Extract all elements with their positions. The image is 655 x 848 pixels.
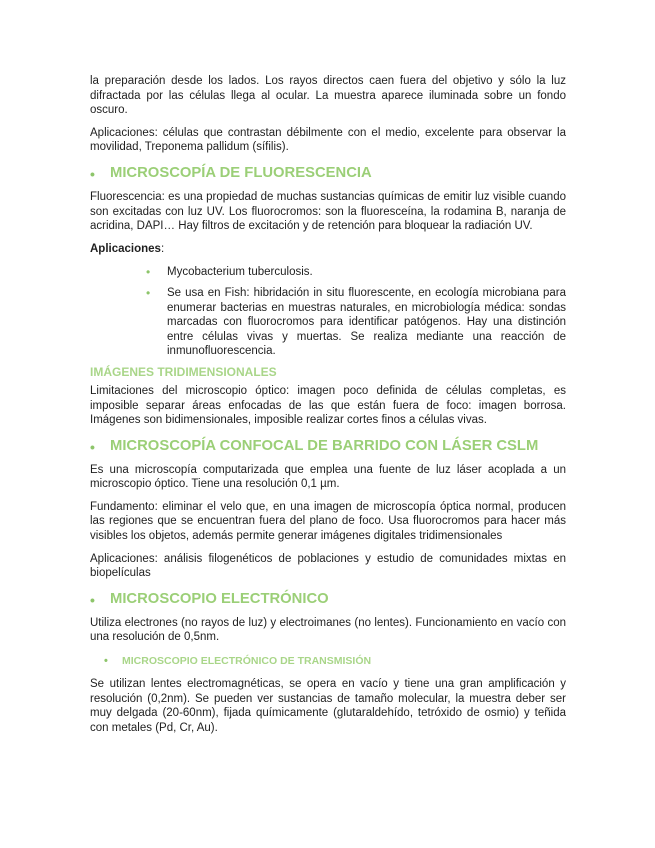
paragraph-intro: la preparación desde los lados. Los rayos directos caen fuera del objetivo y sólo la luz difractada por las células llega al ocular. La muestra aparece iluminada sobre un fondo oscuro.: [90, 75, 566, 117]
bullet-icon: •: [90, 165, 95, 182]
heading-transmission: • MICROSCOPIO ELECTRÓNICO DE TRANSMISIÓN: [104, 655, 372, 668]
list-item-fish: • Se usa en Fish: hibridación in situ fluorescente, en ecología microbiana para enumerar bacterias en muestras naturales, en microbiología médica: sondas marcadas con fluorocromos para identificar patógenos. Hay una distinción entre células vivas y muertas. Se realiza mediante una reacción de inmunofluorescencia.: [146, 285, 566, 358]
paragraph-limitations: Limitaciones del microscopio óptico: imagen poco definida de células completas, es imposible separar áreas enfocadas de las que están fuera de foco: imagen borrosa. Imágenes son bidimensionales, imposible realizar cortes finos a células vivas.: [90, 384, 566, 427]
bullet-icon: •: [146, 285, 151, 300]
paragraph-fundamento: Fundamento: eliminar el velo que, en una imagen de microscopía óptica normal, producen las regiones que se encuentran fuera del plano de foco. Usa fluorocromos para hacer más visibles los objetos, además permite generar imágenes digitales tridimensionales: [90, 500, 566, 543]
heading-confocal: • MICROSCOPÍA CONFOCAL DE BARRIDO CON LÁSER CSLM: [90, 437, 539, 455]
page-content: [90, 74, 566, 735]
paragraph-applications-darkfield: Aplicaciones: células que contrastan débilmente con el medio, excelente para observar la movilidad, Treponema pallidum (sífilis).: [90, 126, 566, 154]
bullet-icon: •: [90, 438, 95, 455]
paragraph-electron: Utiliza electrones (no rayos de luz) y electroimanes (no lentes). Funcionamiento en vacío con una resolución de 0,5nm.: [90, 616, 566, 644]
bullet-icon: •: [90, 591, 95, 608]
bullet-icon: •: [104, 655, 108, 668]
applications-label: Aplicaciones:: [90, 242, 165, 255]
paragraph-fluorescence: Fluorescencia: es una propiedad de muchas sustancias químicas de emitir luz visible cuando son excitadas con luz UV. Los fluorocromos: son la fluoresceína, la rodamina B, naranja de acridina, DAPI… Hay filtros de excitación y de retención para bloquear la radiación UV.: [90, 190, 566, 233]
paragraph-cslm: Es una microscopía computarizada que emplea una fuente de luz láser acoplada a un microscopio óptico. Tiene una resolución 0,1 µm.: [90, 463, 566, 491]
heading-electron-microscope: • MICROSCOPIO ELECTRÓNICO: [90, 590, 329, 608]
heading-fluorescence: • MICROSCOPÍA DE FLUORESCENCIA: [90, 164, 372, 182]
list-item-mycobacterium: • Mycobacterium tuberculosis.: [146, 265, 313, 280]
paragraph-transmission: Se utilizan lentes electromagnéticas, se opera en vacío y tiene una gran amplificación y resolución (0,2nm). Se pueden ver sustancias de tamaño molecular, la muestra deber ser muy delgada (20-60nm), fijada químicamente (glutaraldehído, tetróxido de osmio) y teñida con metales (Pd, Cr, Au).: [90, 678, 566, 734]
heading-3d-images: IMÁGENES TRIDIMENSIONALES: [90, 364, 277, 379]
paragraph-applications-cslm: Aplicaciones: análisis filogenéticos de poblaciones y estudio de comunidades mixtas en biopelículas: [90, 552, 566, 580]
bullet-icon: •: [146, 265, 151, 280]
